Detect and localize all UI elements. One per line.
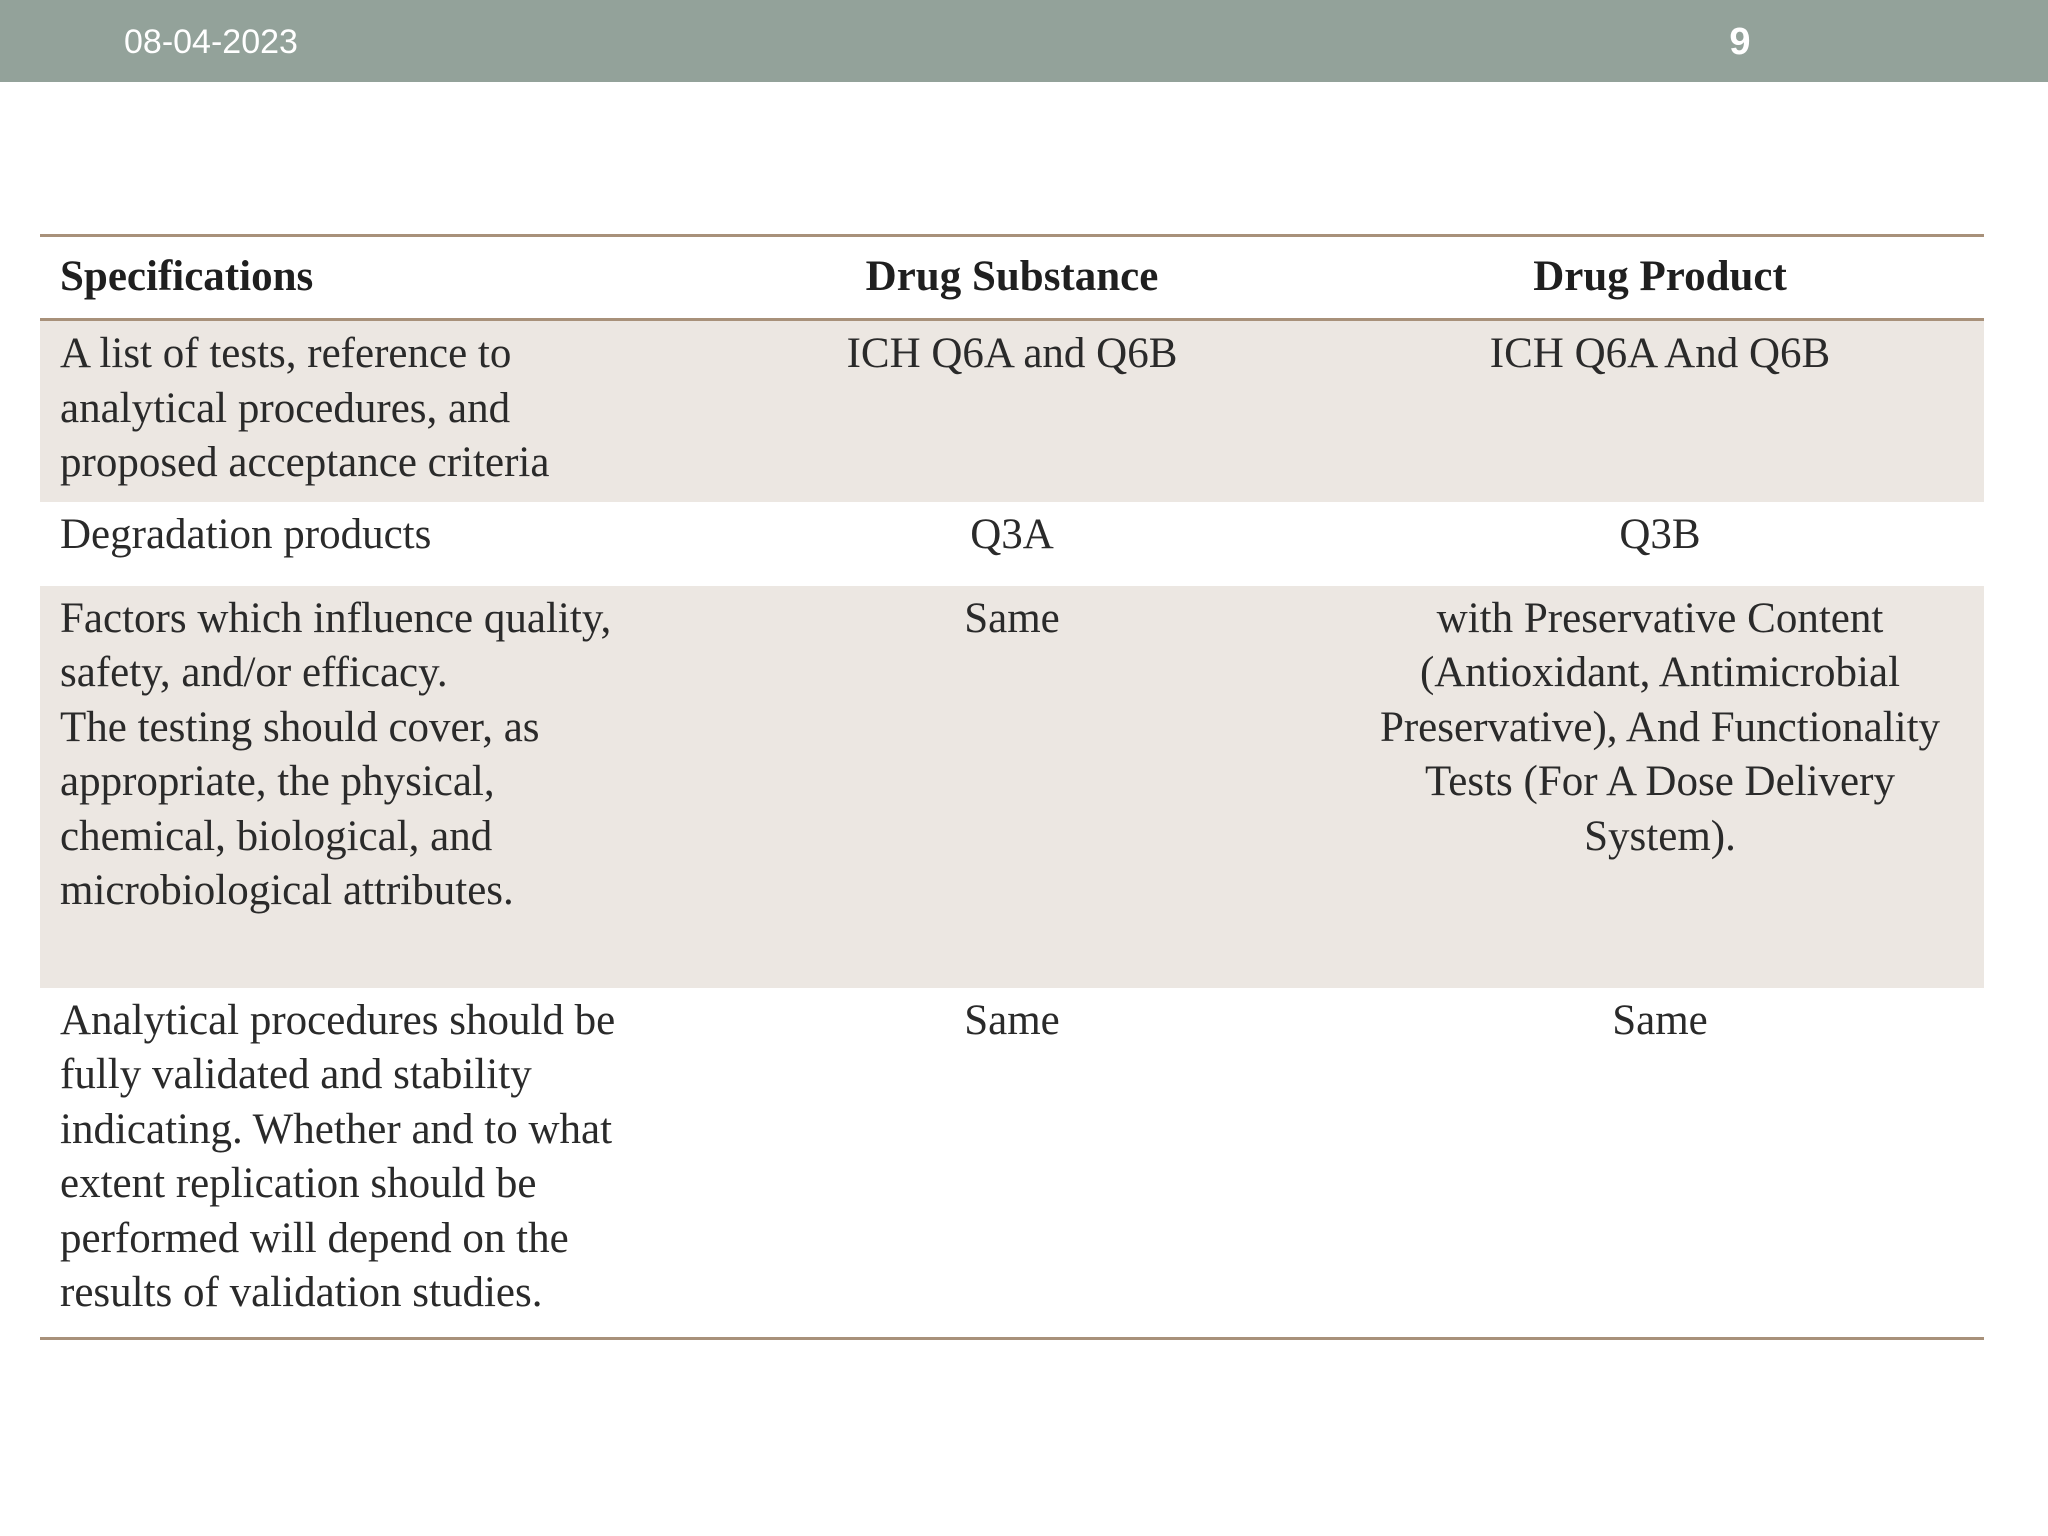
drug-substance-text: Same (964, 996, 1060, 1044)
drug-product-cell (1336, 320, 1984, 502)
spec-cell (40, 320, 688, 502)
table-row (40, 586, 1984, 988)
table-header-row (40, 236, 1984, 320)
drug-substance-text: Same (964, 594, 1060, 642)
drug-product-text: Same (1612, 996, 1708, 1044)
drug-substance-cell (688, 586, 1336, 988)
slide-date: 08-04-2023 (124, 23, 298, 61)
table-row (40, 502, 1984, 586)
drug-substance-text: Q3A (970, 510, 1054, 558)
column-header-drug-product: Drug Product (1336, 236, 1984, 320)
column-header-specifications: Specifications (40, 236, 688, 320)
drug-substance-cell (688, 320, 1336, 502)
spec-text: Degradation products (60, 510, 432, 558)
drug-product-cell (1336, 502, 1984, 586)
column-header-drug-substance: Drug Substance (688, 236, 1336, 320)
spec-cell (40, 586, 688, 988)
spec-text: A list of tests, reference to analytical procedures, and proposed acceptance criteria (60, 330, 550, 486)
table-row (40, 988, 1984, 1339)
drug-substance-cell (688, 502, 1336, 586)
drug-substance-text: ICH Q6A and Q6B (846, 330, 1178, 377)
spec-text: Factors which influence quality, safety, and/or efficacy. The testing should cover, as appropriate, the physical, chemical, biological, and microbiological attributes. (60, 594, 612, 914)
drug-product-text: with Preservative Content (Antioxidant, Antimicrobial Preservative), And Functionality Tests (For A Dose Delivery System). (1379, 594, 1941, 860)
drug-product-text: Q3B (1619, 510, 1701, 558)
table-row (40, 320, 1984, 502)
drug-product-cell (1336, 988, 1984, 1339)
drug-product-cell (1336, 586, 1984, 988)
spec-text: Analytical procedures should be fully validated and stability indicating. Whether and to what extent replication should be performed will depend on the results of validation studies. (60, 996, 616, 1316)
spec-cell (40, 988, 688, 1339)
slide-page-number: 9 (1729, 21, 1751, 63)
drug-substance-cell (688, 988, 1336, 1339)
slide-header-bar (0, 0, 2048, 82)
spec-cell (40, 502, 688, 586)
specifications-table (40, 234, 1984, 1340)
drug-product-text: ICH Q6A And Q6B (1489, 330, 1831, 377)
